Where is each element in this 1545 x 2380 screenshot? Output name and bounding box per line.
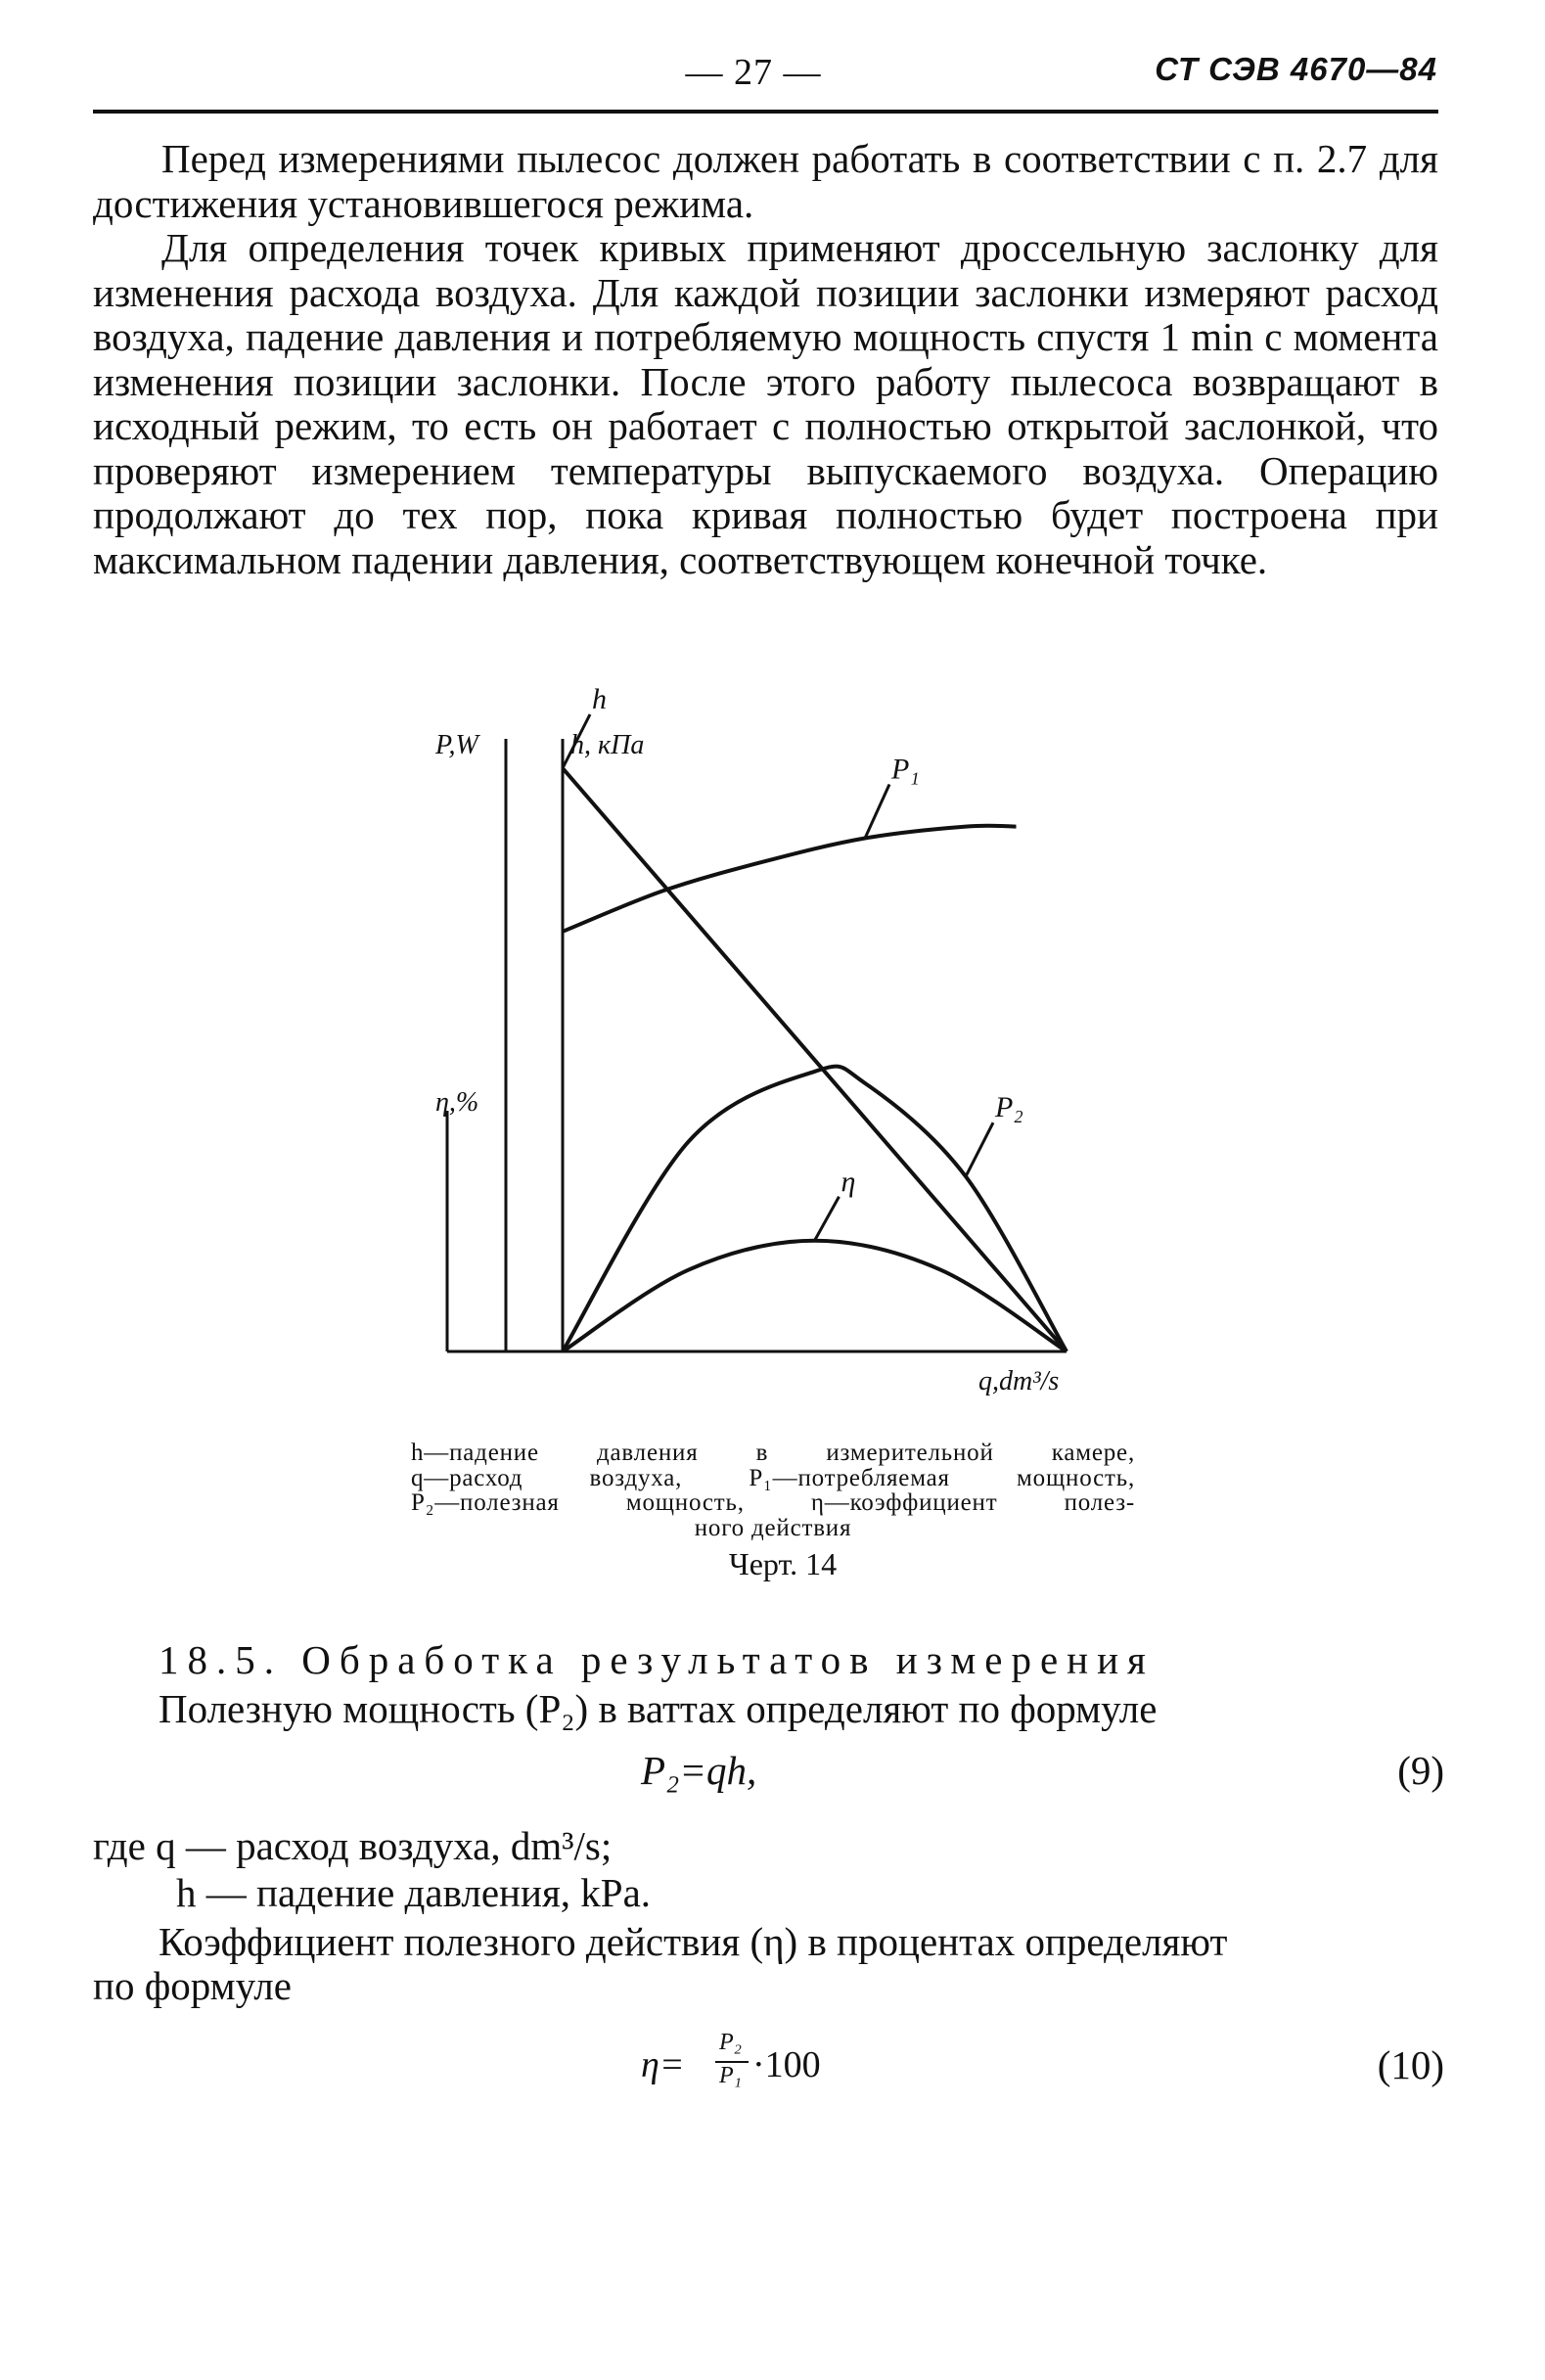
series-line-eta (563, 1241, 1067, 1351)
figure-caption (411, 1441, 1135, 1540)
formula-10-lhs: η= (641, 2044, 685, 2085)
series-label-p1: P₁ (891, 753, 920, 786)
series-label-eta: η (841, 1165, 856, 1198)
page-number: — 27 — (685, 52, 822, 93)
series-leader-p1 (865, 785, 889, 839)
caption-line-4: ного действия (694, 1514, 852, 1541)
axis-label-h: h, кПа (570, 730, 645, 760)
formula-10-rhs: ·100 (752, 2044, 821, 2085)
header-rule (93, 110, 1438, 114)
formula-9: P₂=qh, (641, 1748, 757, 1793)
chart (416, 683, 1159, 1409)
series-line-p1 (563, 826, 1017, 932)
series-line-p2 (563, 1067, 1067, 1351)
figure-label: Черт. 14 (728, 1546, 838, 1581)
series-label-p2: P₂ (995, 1091, 1023, 1124)
section-title: 18.5. Обработка результатов измерения (159, 1637, 1155, 1682)
standard-code: СТ СЭВ 4670—84 (1155, 51, 1437, 87)
formula-10-numerator: P₂ (719, 2030, 743, 2055)
series-line-h (563, 768, 1067, 1351)
series-label-h: h (592, 683, 607, 715)
section-intro: Полезную мощность (P₂) в ваттах определяют по формуле (159, 1686, 1158, 1731)
equation-number-9: (9) (1397, 1748, 1444, 1793)
axis-label-eta: η,% (435, 1087, 479, 1118)
series-layer (563, 768, 1067, 1351)
caption-line-2: q—расход воздуха, P₁—потребляемая мощность, (411, 1464, 1135, 1491)
caption-line-1: h—падение давления в измерительной камере, (411, 1440, 1135, 1466)
axis-label-pw: P,W (435, 730, 478, 760)
caption-line-3: P₂—полезная мощность, η—коэффициент полез- (411, 1489, 1135, 1516)
equation-number-10: (10) (1377, 2042, 1444, 2087)
efficiency-line-2: по формуле (93, 1963, 292, 2008)
where-h: h — падение давления, kPa. (176, 1870, 652, 1915)
series-leader-eta (815, 1197, 840, 1241)
body-text (93, 137, 1438, 582)
axes (447, 739, 1067, 1351)
label-layer (563, 683, 1023, 1241)
series-leader-p2 (966, 1122, 993, 1176)
paragraph-2: Для определения точек кривых применяют дроссельную заслонку для изменения расхода воздуха. Для каждой позиции заслонки измеряют расход воздуха, падение давления и потребляемую мощность спустя 1 min с момента изменения позиции заслонки. После этого работу пылесоса возвращают в исходный режим, то есть он работает с полностью открытой заслонкой, что проверяют измерением температуры выпускаемого воздуха. Операцию продолжают до тех пор, пока кривая полностью будет построена при максимальном падении давления, соответствующем конечной точке. (93, 225, 1438, 582)
efficiency-line-1: Коэффициент полезного действия (η) в процентах определяют (159, 1919, 1228, 1964)
where-q: где q — расход воздуха, dm³/s; (93, 1823, 613, 1868)
axis-label-q: q,dm³/s (978, 1366, 1060, 1396)
formula-10-denominator: P₁ (719, 2063, 743, 2088)
paragraph-1: Перед измерениями пылесос должен работать в соответствии с п. 2.7 для достижения установившегося режима. (93, 136, 1438, 226)
